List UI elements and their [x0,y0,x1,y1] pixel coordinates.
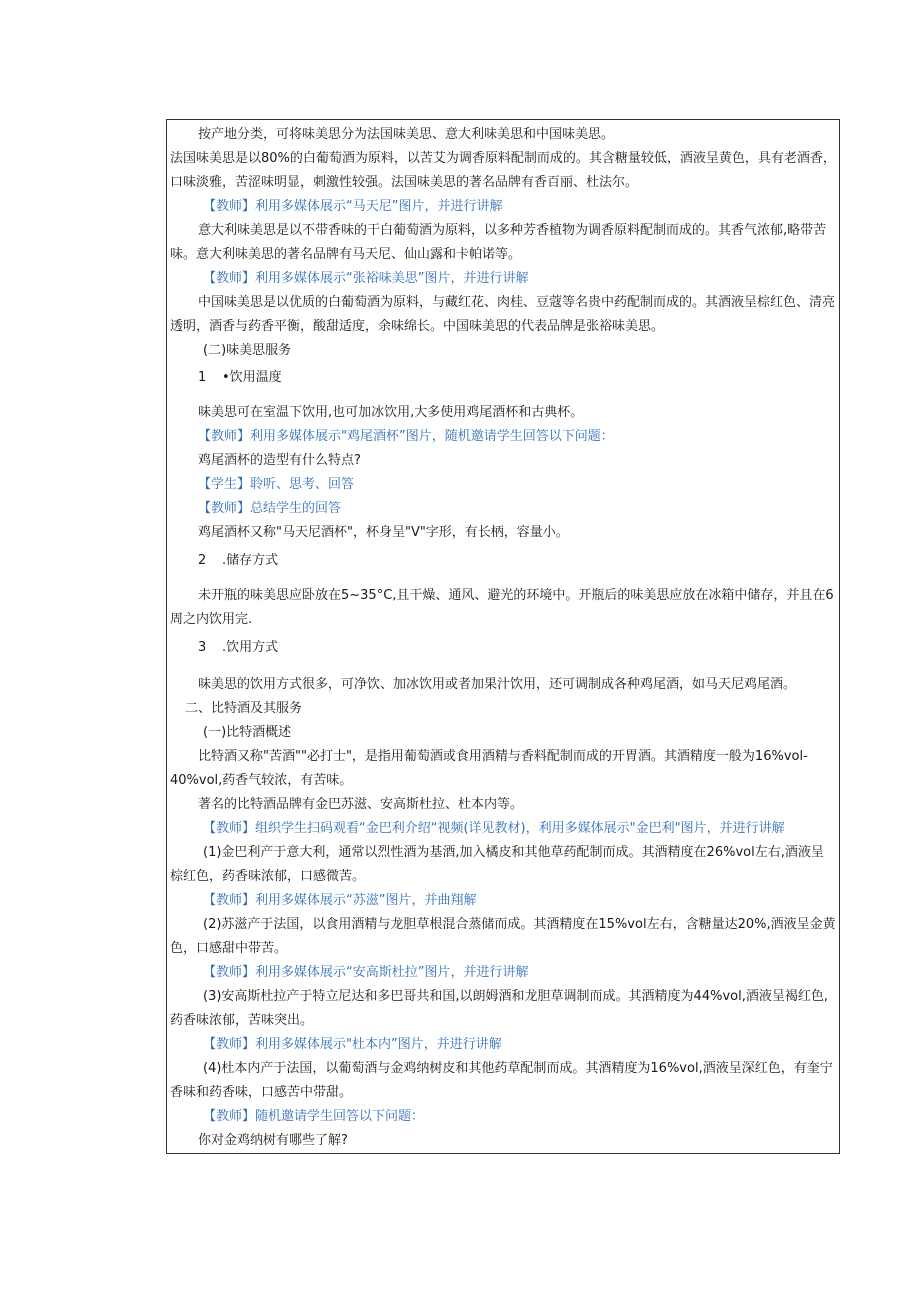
paragraph: 你对金鸡纳树有哪些了解? [198,1133,348,1148]
paragraph: (4)杜本内产于法国，以葡萄酒与金鸡纳树皮和其他药草配制而成。其酒精度为16%vol,酒液呈深红色，有奎宁香味和药香味，口感苦中带甜。 [170,1061,833,1100]
section-heading: (一)比特酒概述 [203,725,292,740]
teacher-note: 【教师】总结学生的回答 [198,501,342,516]
teacher-note: 【教师】利用多媒体展示"鸡尾酒杯”图片，随机邀请学生回答以下问题： [198,429,614,444]
paragraph [167,147,839,195]
heading-text: •饮用温度 [222,370,282,385]
paragraph: 比特酒又称"苦酒""必打士"，是指用葡萄酒或食用酒精与香料配制而成的开胃酒。其酒精度一般为16%vol-40%vol,药香气较浓，有苦味。 [170,749,808,788]
lesson-content-frame [166,119,840,1154]
paragraph: (2)苏滋产于法国，以食用酒精与龙胆草根混合蒸储而成。其酒精度在15%vol左右，含糖量达20%,酒液呈金黄色，口感甜中带苦。 [170,917,836,956]
heading-text: .储存方式 [222,553,279,568]
paragraph: 意大利味美思是以不带香味的干白葡萄酒为原料，以多种芳香植物为调香原料配制而成的。其香气浓郁,略带苦味。意大利味美思的著名品牌有马天尼、仙山露和卡帕诺等。 [170,223,827,262]
subsection-heading [167,549,839,573]
paragraph: 味美思可在室温下饮用,也可加冰饮用,大多使用鸡尾酒杯和古典杯。 [198,405,584,420]
teacher-note: 【教师】利用多媒体展示“张裕味美思”图片，并进行讲解 [203,271,529,286]
paragraph: 味美思的饮用方式很多，可净饮、加冰饮用或者加果汁饮用，还可调制成各种鸡尾酒，如马天尼鸡尾酒。 [198,677,797,692]
paragraph-text: 法国味美思是以80%的白葡萄酒为原料，以苦艾为调香原料配制而成的。其含糖量较低，酒液呈黄色，具有老酒香，口味淡雅，苦涩味明显，刺激性较强。法国味美思的著名品牌有香百丽、杜法尔。 [170,151,836,190]
paragraph: 按产地分类，可将味美思分为法国味美思、意大利味美思和中国味美思。 [198,127,615,142]
paragraph: 著名的比特酒品牌有金巴苏滋、安高斯杜拉、杜本内等。 [198,797,524,812]
teacher-note: 【教师】利用多媒体展示“安高斯杜拉”图片，并进行讲解 [203,965,529,980]
teacher-note: 【教师】利用多媒体展示“马天尼”图片，并进行讲解 [203,199,503,214]
subsection-heading [167,636,839,660]
heading-number: 2 [198,553,207,568]
paragraph: 鸡尾酒杯的造型有什么特点? [198,453,361,468]
teacher-note: 【教师】利用多媒体展示"杜本内”图片，并进行讲解 [203,1037,502,1052]
heading-text: .饮用方式 [222,640,279,655]
teacher-note: 【教师】利用多媒体展示“苏滋”图片，并曲翔解 [203,893,477,908]
paragraph: 鸡尾酒杯又称"马天尼酒杯"，杯身呈"V"字形，有长柄，容量小。 [198,525,569,540]
teacher-note: 【教师】组织学生扫码观看“金巴利介绍“视频(详见教材)，利用多媒体展示"金巴利"图片，并进行讲解 [203,821,785,836]
student-note: 【学生】聆听、思考、回答 [198,477,355,492]
teacher-note: 【教师】随机邀请学生回答以下问题： [203,1109,425,1124]
heading-number: 3 [198,640,207,655]
paragraph: 未开瓶的味美思应卧放在5~35°C,且干燥、通风、避光的环境中。开瓶后的味美思应放在冰箱中储存，并且在6周之内饮用完. [170,588,834,627]
heading-number: 1 [198,370,207,385]
section-heading: (二)味美思服务 [203,343,292,358]
subsection-heading [167,366,839,390]
paragraph: (3)安高斯杜拉产于特立尼达和多巴哥共和国,以朗姆酒和龙胆草调制而成。其酒精度为44%vol,酒液呈褐红色,药香味浓郁，苦味突出。 [170,989,828,1028]
section-heading: 二、比特酒及其服务 [185,701,303,716]
paragraph: 中国味美思是以优质的白葡萄酒为原料，与藏红花、肉桂、豆蔻等名贵中药配制而成的。其酒液呈棕红色、清亮透明，酒香与药香平衡，酸甜适度，余味绵长。中国味美思的代表品牌是张裕味美思。 [170,295,836,334]
paragraph: (1)金巴利产于意大利，通常以烈性酒为基酒,加入橘皮和其他草药配制而成。其酒精度在26%vol左右,酒液呈棕红色，药香味浓郁，口感微苦。 [170,845,824,884]
